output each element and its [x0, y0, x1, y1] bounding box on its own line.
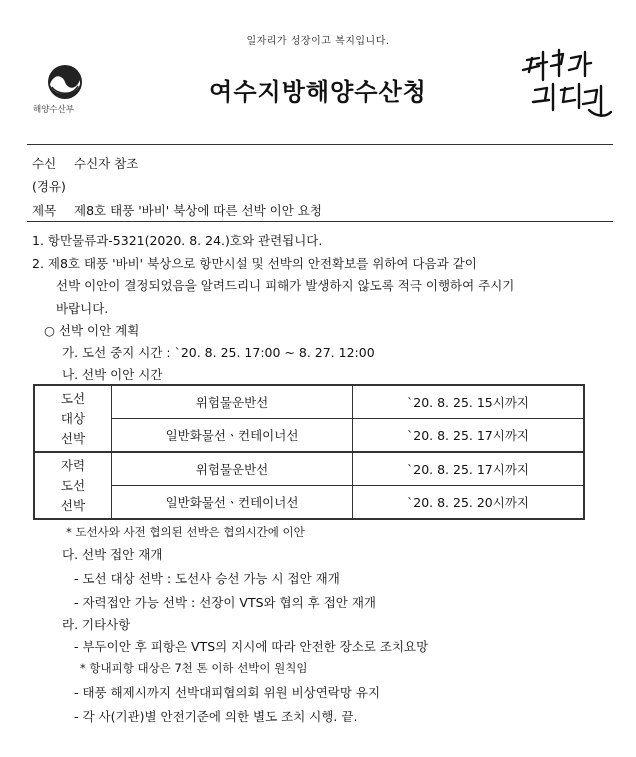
cargo-cell: 일반화물선ㆍ컨테이너선: [112, 419, 353, 453]
table-note: * 도선사와 사전 협의된 선박은 협의시간에 이안: [66, 525, 305, 539]
plan-d-note: * 항내피항 대상은 7천 톤 이하 선박이 원칙임: [80, 661, 308, 675]
plan-d-item-2: - 태풍 해제시까지 선박대피협의회 위원 비상연락망 유지: [74, 685, 381, 700]
group-pilot-cell: 도선 대상 선박: [34, 385, 112, 452]
time-cell: `20. 8. 25. 17시까지: [353, 452, 585, 486]
plan-d-item-3: - 각 사(기관)별 안전기준에 의한 별도 조치 시행. 끝.: [74, 709, 358, 724]
slogan: 일자리가 성장이고 복지입니다.: [246, 36, 390, 47]
plan-title: 선박 이안 계획: [58, 323, 140, 338]
plan-d-item-1: - 부두이안 후 피항은 VTS의 지시에 따라 안전한 장소로 조치요망: [74, 639, 429, 654]
plan-c-item-1: - 도선 대상 선박 : 도선사 승선 가능 시 접안 재개: [74, 571, 340, 586]
header-divider: [27, 144, 613, 145]
group-self-berthing-cell: 자력 도선 선박: [34, 452, 112, 519]
time-cell: `20. 8. 25. 15시까지: [353, 385, 585, 419]
recipient-label: 수신: [32, 156, 57, 171]
subject-value: 제8호 태풍 '바비' 북상에 따른 선박 이안 요청: [74, 203, 322, 218]
plan-b: 나. 선박 이안 시간: [62, 367, 163, 382]
ministry-name: 해양수산부: [33, 105, 75, 115]
plan-c: 다. 선박 접안 재개: [62, 547, 163, 562]
slogan-calligraphy: [515, 46, 615, 128]
table-row: [34, 452, 584, 486]
time-cell: `20. 8. 25. 20시까지: [353, 486, 585, 520]
body-item-1: 1. 항만물류과-5321(2020. 8. 24.)호와 관련됩니다.: [32, 233, 323, 248]
plan-a: 가. 도선 중지 시간 : `20. 8. 25. 17:00 ~ 8. 27. 12:00: [62, 345, 375, 360]
via-label: (경유): [32, 179, 66, 194]
body-item-2-line-2: 선박 이안이 결정되었음을 알려드리니 피해가 발생하지 않도록 적극 이행하여 주시기: [56, 278, 515, 293]
circle-bullet-icon: ○: [44, 323, 55, 338]
table-row: [34, 486, 584, 520]
cargo-cell: 위험물운반선: [112, 385, 353, 419]
cargo-cell: 위험물운반선: [112, 452, 353, 486]
plan-c-item-2: - 자력접안 가능 선박 : 선장이 VTS와 협의 후 접안 재개: [74, 595, 377, 610]
subject-label: 제목: [32, 203, 57, 218]
subject-divider: [27, 221, 613, 222]
table-row: [34, 419, 584, 453]
body-item-2-line-1: 2. 제8호 태풍 '바비' 북상으로 항만시설 및 선박의 안전확보를 위하여 다음과 같이: [32, 256, 477, 271]
body-item-2-line-3: 바랍니다.: [56, 301, 109, 316]
agency-title: 여수지방해양수산청: [209, 78, 427, 106]
plan-d: 라. 기타사항: [62, 617, 131, 632]
relocation-time-table: [33, 384, 585, 520]
table-row: [34, 385, 584, 419]
plan-heading: [44, 321, 139, 339]
recipient-value: 수신자 참조: [74, 156, 139, 171]
cargo-cell: 일반화물선ㆍ컨테이너선: [112, 486, 353, 520]
time-cell: `20. 8. 25. 17시까지: [353, 419, 585, 453]
